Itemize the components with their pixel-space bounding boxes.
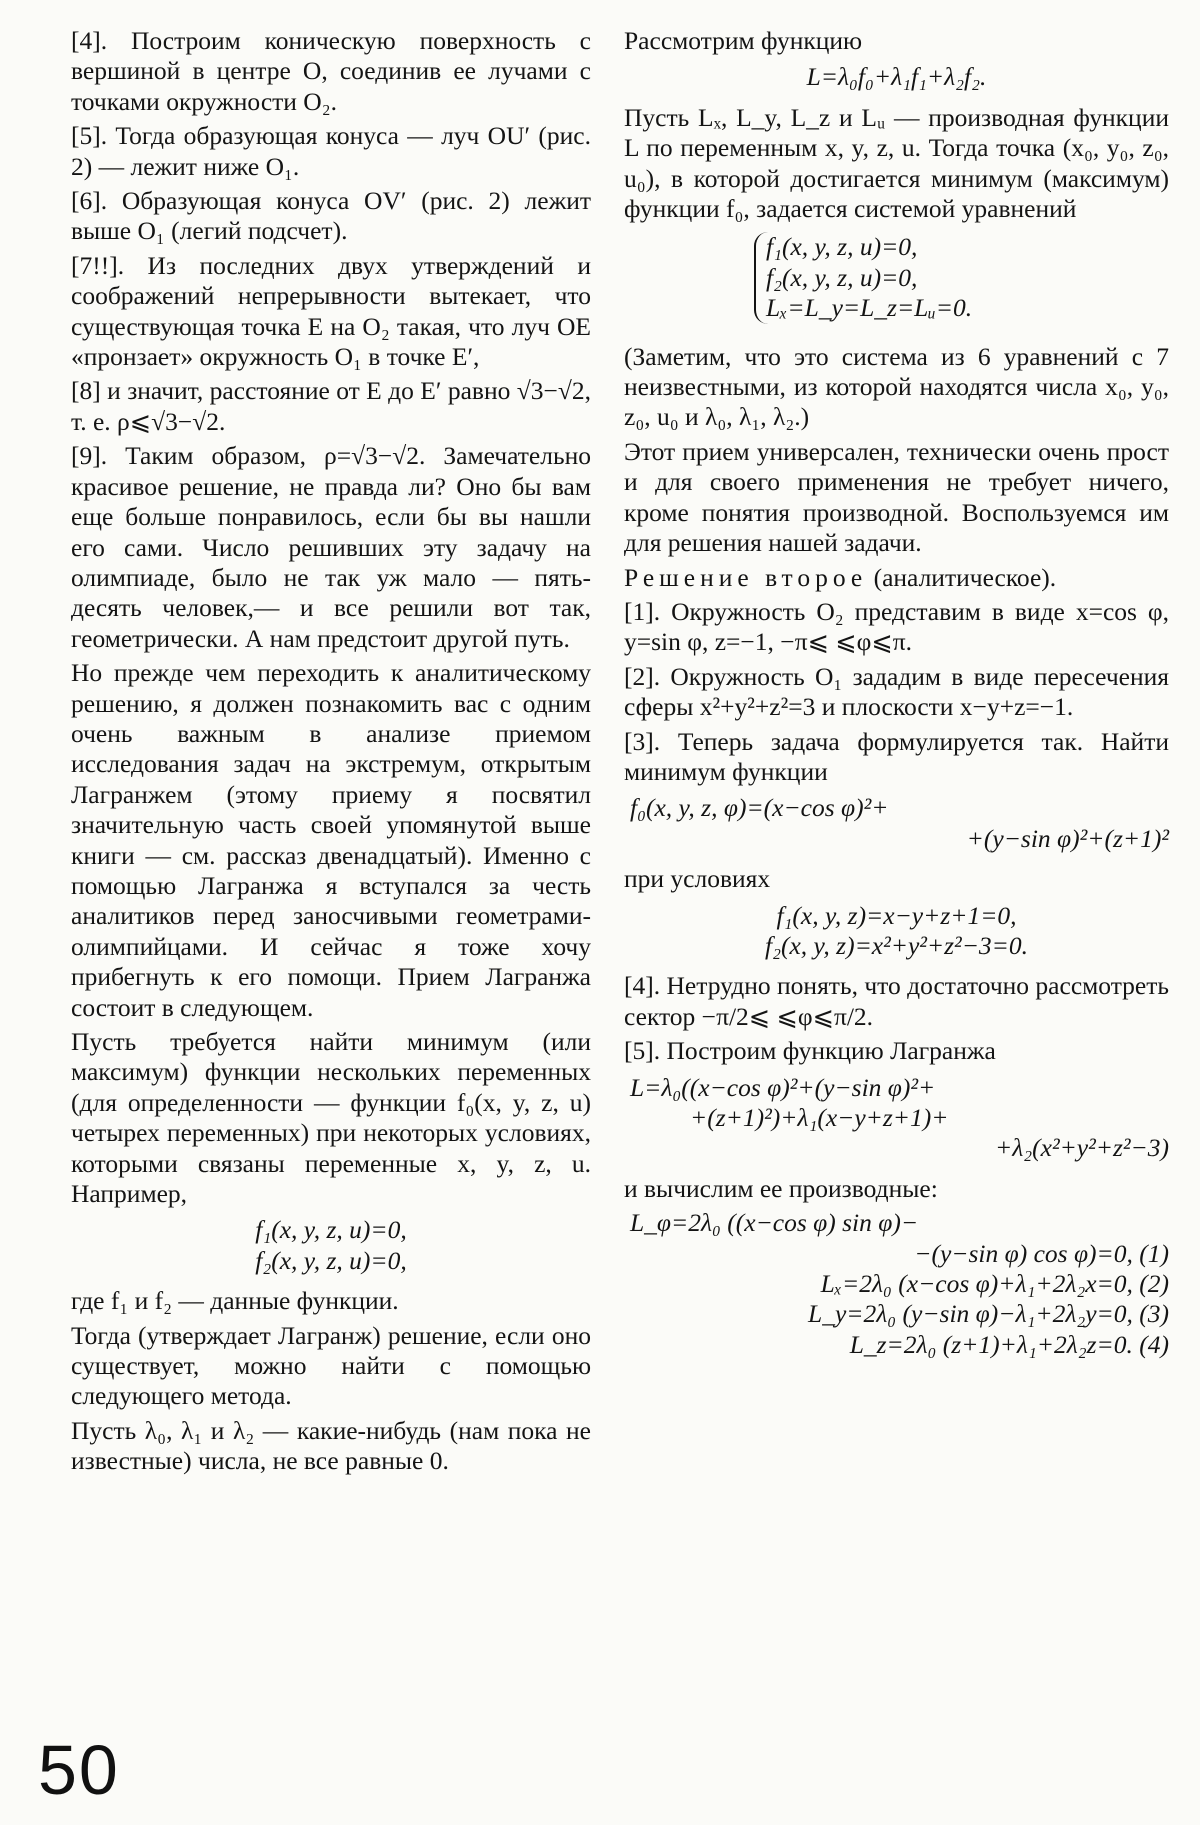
paragraph-where: где f₁ и f₂ — данные функции. [71,1286,399,1316]
formula-f0 [630,793,1169,854]
paragraph-step-2: [2]. Окружность O₁ зададим в виде пересечения сферы x²+y²+z²=3 и плоскости x−y+z=−1. [624,661,1169,722]
paragraph-step-4-right: [4]. Нетрудно понять, что достаточно рассмотреть сектор −π/2⩽ ⩽φ⩽π/2. [624,971,1169,1031]
paragraph-lagrange-claim: Тогда (утверждает Лагранж) решение, если оно существует, можно найти с помощью следующего метода. [71,1320,591,1411]
system-line: Lₓ=L_y=L_z=Lᵤ=0. [766,293,973,323]
paragraph-compute: и вычислим ее производные: [624,1173,938,1203]
paragraph-step-1: [1]. Окружность O₂ представим в виде x=cos φ, y=sin φ, z=−1, −π⩽ ⩽φ⩽π. [624,596,1169,657]
formula-lagrange [630,1073,1169,1164]
formula-conditions [624,901,1169,962]
formula-lagrange-general: L=λ₀f₀+λ₁f₁+λ₂f₂. [806,62,987,92]
derivative-line: L_y=2λ₀ (y−sin φ)−λ₁+2λ₂y=0, (3) [808,1299,1169,1329]
derivative-line: Lₓ=2λ₀ (x−cos φ)+λ₁+2λ₂x=0, (2) [820,1269,1169,1299]
left-column [71,26,591,1481]
paragraph-step-5-right: [5]. Построим функцию Лагранжа [624,1036,996,1066]
f0-line-2: +(y−sin φ)²+(z+1)² [966,823,1169,853]
derivative-line: −(y−sin φ) cos φ)=0, (1) [914,1238,1169,1268]
paragraph-step-4: [4]. Построим коническую поверхность с вершиной в центре O, соединив ее лучами с точками окружности O₂. [71,26,591,116]
paragraph-step-9: [9]. Таким образом, ρ=√3−√2. Замечательно красивое решение, не правда ли? Оно бы вам еще больше понравилось, если бы вы нашли его сами. Число решивших эту задачу на олимпиаде, было не так уж мало — пять-десять человек,— и все решили вот так, геометрически. А нам предстоит другой путь. [71,441,591,653]
lagrange-line: +λ₂(x²+y²+z²−3) [995,1133,1169,1163]
lagrange-line: +(z+1)²)+λ₁(x−y+z+1)+ [690,1103,949,1132]
system-line: f₁(x, y, z, u)=0, [766,232,918,262]
condition-line: f₁(x, y, z)=x−y+z+1=0, [776,900,1017,930]
page-number: 50 [38,1731,120,1809]
paragraph-conditions: при условиях [624,864,771,894]
paragraph-consider: Рассмотрим функцию [624,26,863,55]
right-column [624,26,1169,1360]
paragraph-note: (Заметим, что это система из 6 уравнений с 7 неизвестными, из которой находятся числа x₀, y₀, z₀, u₀ и λ₀, λ₁, λ₂.) [624,341,1169,432]
paragraph-derivatives: Пусть Lₓ, L_y, L_z и Lᵤ — производная функции L по переменным x, y, z, u. Тогда точка (x₀, y₀, z₀, u₀), в которой достигается минимум (максимум) функции f₀, задается системой уравнений [624,102,1169,224]
paragraph-step-7: [7!!]. Из последних двух утверждений и соображений непрерывности вытекает, что существующая точка E на O₂ такая, что луч OE «пронзает» окружность O₁ в точке E′, [71,250,591,372]
paragraph-lambdas: Пусть λ₀, λ₁ и λ₂ — какие-нибудь (нам пока не известные) числа, не все равные 0. [71,1415,591,1476]
paragraph-universal: Этот прием универсален, технически очень прост и для своего применения не требует ничего, кроме понятия производной. Воспользуемся им для решения нашей задачи. [624,436,1169,558]
condition-formulas [71,1215,591,1276]
paragraph-step-6: [6]. Образующая конуса OV′ (рис. 2) лежит выше O₁ (легий подсчет). [71,186,591,246]
formula-f2: f₂(x, y, z, u)=0, [255,1245,407,1275]
system-line: f₂(x, y, z, u)=0, [766,262,918,292]
paragraph-problem-setup: Пусть требуется найти минимум (или максимум) функции нескольких переменных (для определенности — функции f₀(x, y, z, u) четырех переменных) при некоторых условиях, которыми связаны переменные x, y, z, u. Например, [71,1027,591,1209]
paragraph-lagrange-intro: Но прежде чем переходить к аналитическому решению, я должен познакомить вас с одним очень важным в анализе приемом исследования задач на экстремум, открытым Лагранжем (этому приему я посвятил значительную часть своей упомянутой выше книги — см. рассказ двенадцатый). Именно с помощью Лагранжа я вступался за честь аналитиков перед заносчивыми геометрами-олимпийцами. И сейчас я тоже хочу прибегнуть к его помощи. Прием Лагранжа состоит в следующем. [71,658,591,1022]
condition-line: f₂(x, y, z)=x²+y²+z²−3=0. [765,930,1028,960]
heading-rest: (аналитическое). [867,562,1057,592]
f0-line-1: f₀(x, y, z, φ)=(x−cos φ)²+ [630,793,889,823]
derivative-line: L_φ=2λ₀ ((x−cos φ) sin φ)− [630,1208,919,1238]
paragraph-step-5: [5]. Тогда образующая конуса — луч OU′ (рис. 2) — лежит ниже O₁. [71,121,591,181]
paragraph-step-8: [8] и значит, расстояние от E до E′ равно √3−√2, т. е. ρ⩽√3−√2. [71,376,591,436]
lagrange-line: L=λ₀((x−cos φ)²+(y−sin φ)²+ [630,1072,936,1102]
formula-f1: f₁(x, y, z, u)=0, [255,1215,407,1245]
heading-spaced: Решение второе [624,562,868,592]
section-heading [624,563,1169,593]
derivative-equations [624,1208,1169,1360]
paragraph-step-3: [3]. Теперь задача формулируется так. Найти минимум функции [624,726,1169,786]
equation-system [754,232,1169,323]
derivative-line: L_z=2λ₀ (z+1)+λ₁+2λ₂z=0. (4) [849,1329,1169,1359]
